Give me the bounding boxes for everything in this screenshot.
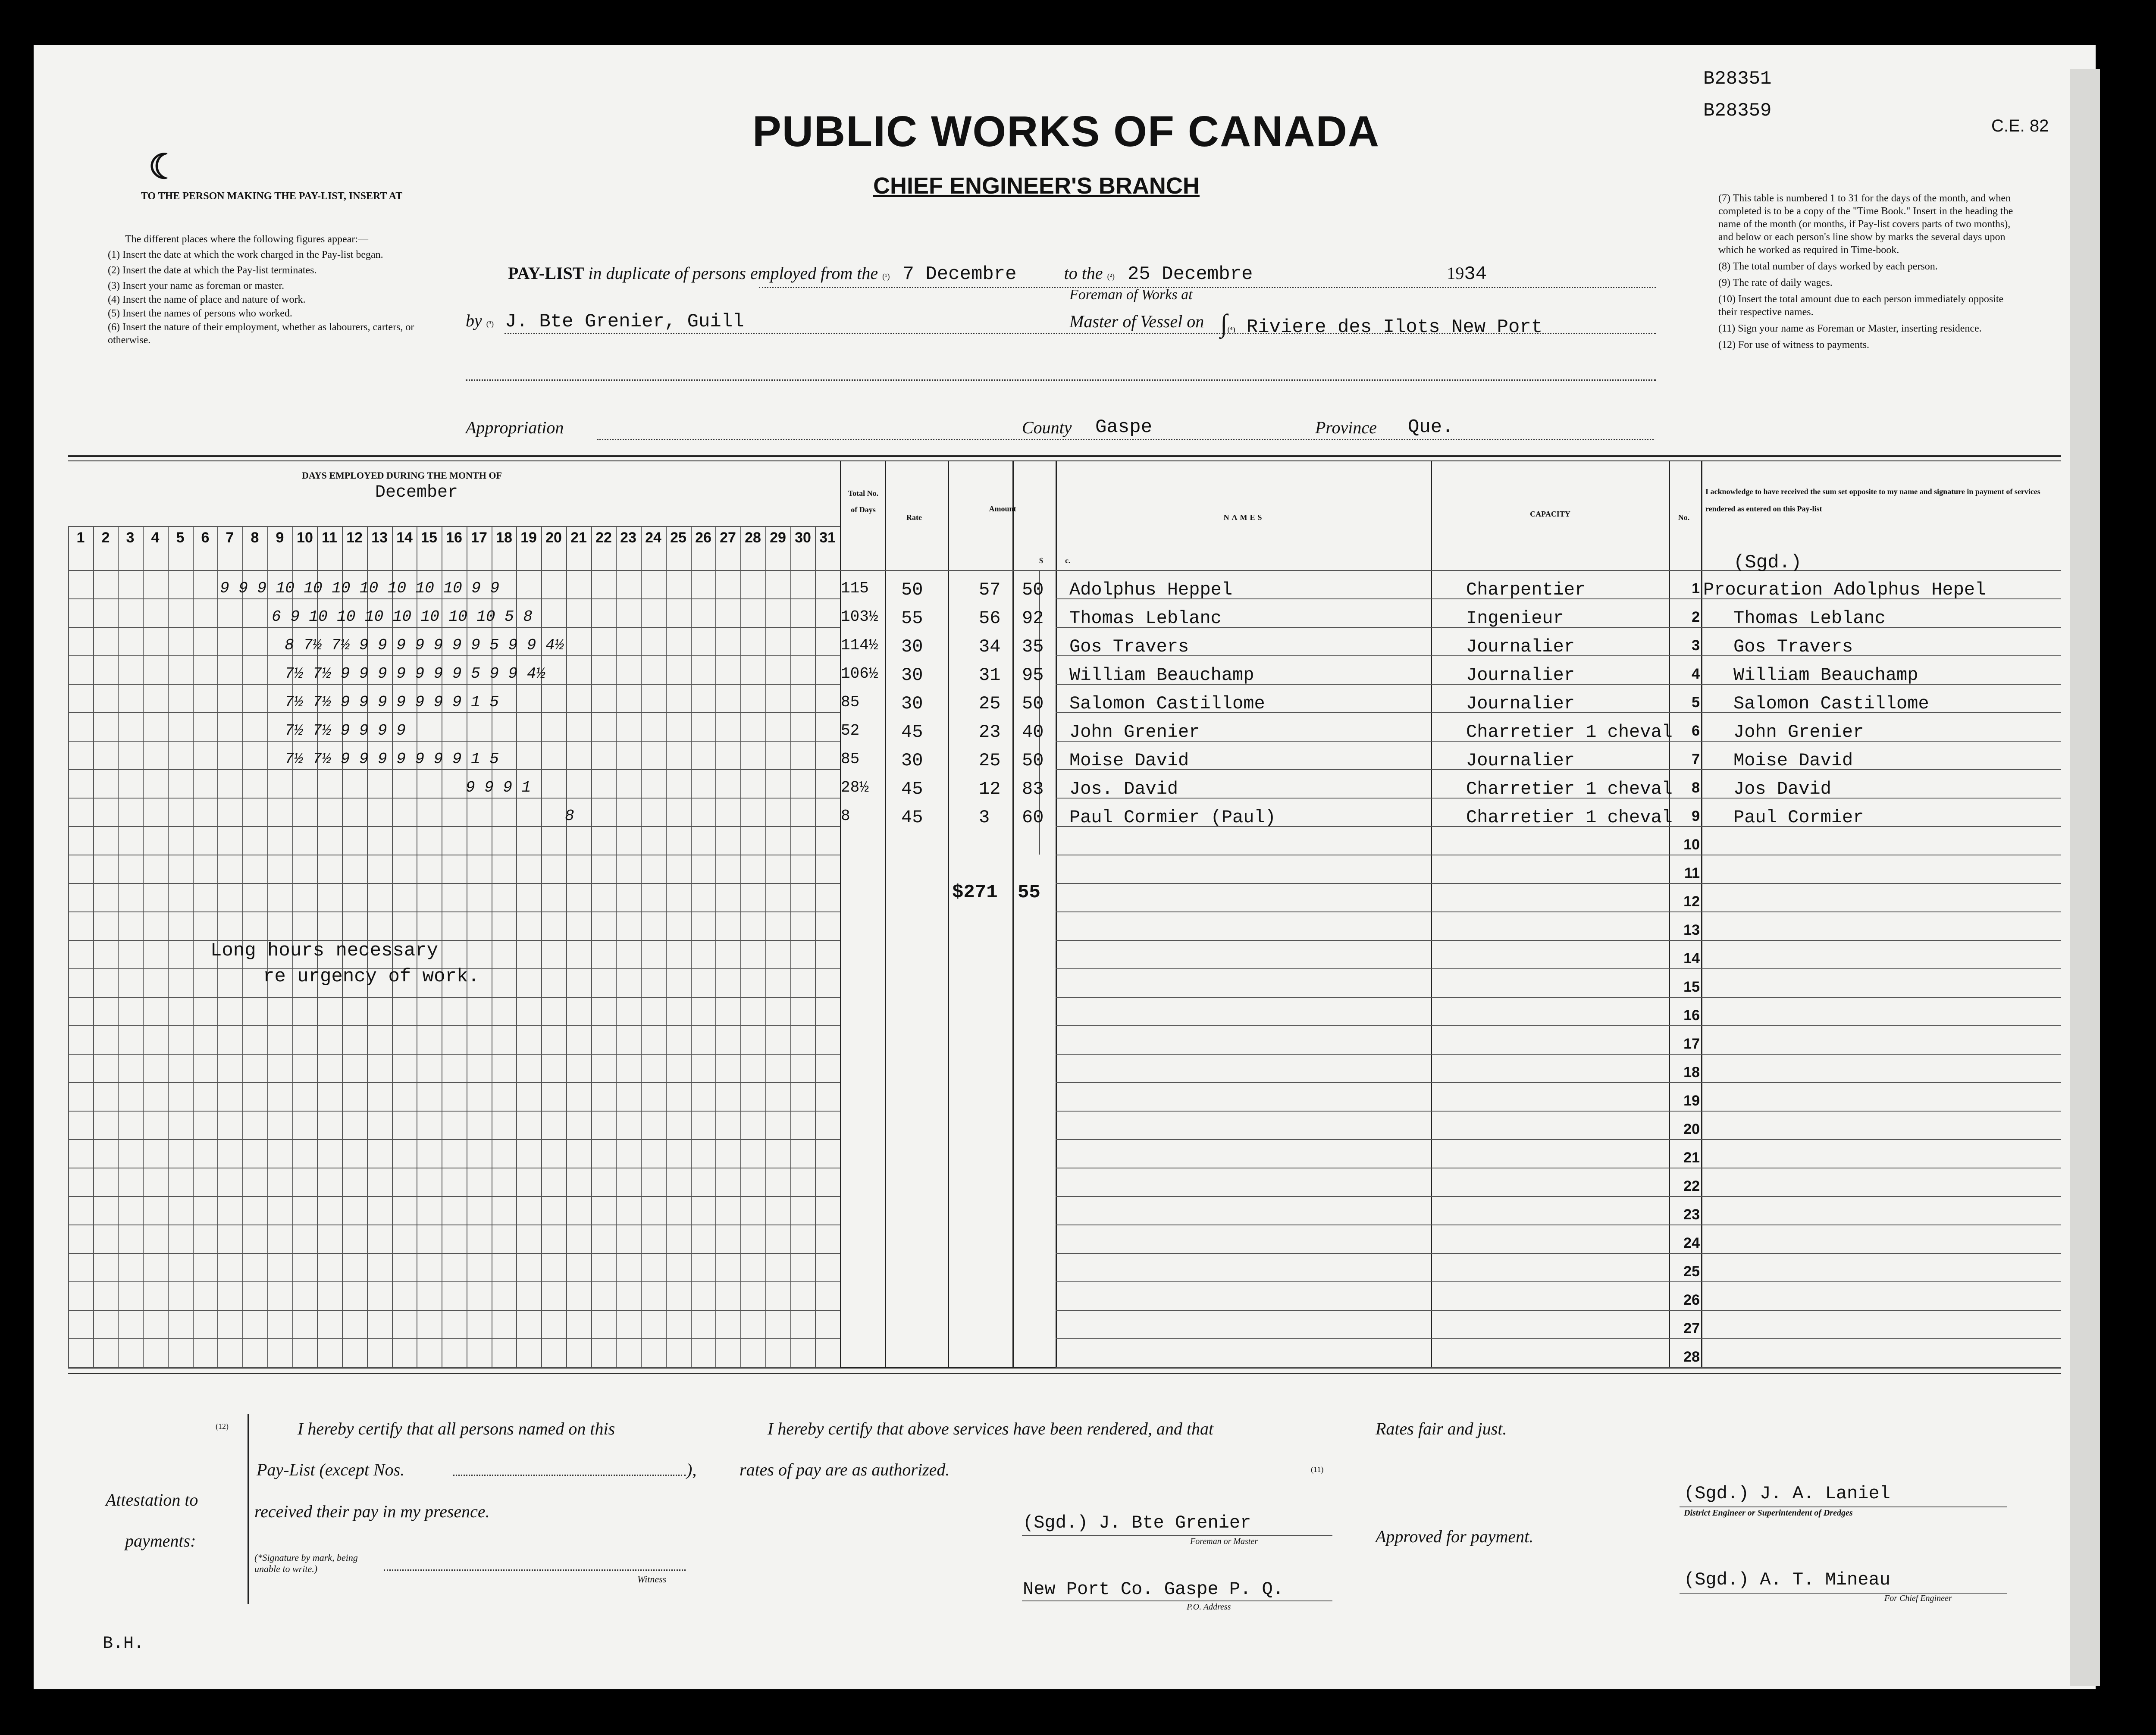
instructions-left	[108, 233, 418, 347]
day-number: 1	[76, 529, 85, 546]
day-number: 14	[396, 529, 413, 546]
paylist-label: PAY-LIST	[508, 263, 584, 283]
district-caption: District Engineer or Superintendent of Dredges	[1684, 1508, 1853, 1518]
row-number: 21	[1683, 1149, 1700, 1166]
day-number: 12	[346, 529, 363, 546]
day-number: 31	[819, 529, 836, 546]
day-number: 25	[670, 529, 686, 546]
day-number: 23	[620, 529, 636, 546]
employee-signature: Jos David	[1733, 779, 1831, 799]
day-number: 2	[101, 529, 110, 546]
employee-signature: Gos Travers	[1733, 636, 1853, 657]
certify-pay-2b: ),	[686, 1460, 697, 1479]
place-line: ∫(⁴) Riviere des Ilots New Port	[1220, 309, 1543, 338]
row-line	[68, 741, 840, 742]
chief-caption: For Chief Engineer	[1884, 1594, 1952, 1603]
row-line	[1056, 1139, 2061, 1140]
amount-cents: 50	[1022, 750, 1044, 771]
row-number: 2	[1692, 609, 1700, 625]
row-number: 6	[1692, 723, 1700, 739]
day-column-line	[815, 526, 816, 1367]
foreman-signature: (Sgd.) J. Bte Grenier	[1023, 1513, 1251, 1533]
row-line	[68, 826, 840, 827]
paylist-text: in duplicate of persons employed from the	[588, 263, 878, 283]
row-line	[68, 655, 840, 656]
instruction-item: (4) Insert the name of place and nature of work.	[108, 294, 306, 305]
year-prefix: 19	[1447, 263, 1464, 283]
col-total-header: Total No. of Days	[848, 489, 879, 514]
total-days: 52	[841, 722, 860, 739]
row-line	[68, 1111, 840, 1112]
certify-services-1: I hereby certify that above services have been rendered, and that	[768, 1419, 1214, 1438]
rate: 45	[901, 779, 923, 799]
district-engineer-signature: (Sgd.) J. A. Laniel	[1684, 1483, 1890, 1504]
sgd-label: (Sgd.)	[1733, 552, 1802, 573]
col-dollars-header: $	[1039, 556, 1043, 565]
row-line	[1056, 1111, 2061, 1112]
row-line	[68, 883, 840, 884]
instruction-item: (12) For use of witness to payments.	[1718, 339, 1869, 351]
certify-pay-2: Pay-List (except Nos.	[257, 1460, 405, 1479]
day-column-line	[740, 526, 741, 1367]
rate: 30	[901, 693, 923, 714]
day-column-line	[566, 526, 567, 1367]
month: December	[375, 483, 458, 502]
chief-sig-line	[1680, 1593, 2007, 1594]
amount-cents: 83	[1022, 779, 1044, 799]
column-separator	[885, 460, 886, 1367]
day-column-line	[790, 526, 791, 1367]
total-days: 85	[841, 693, 860, 711]
instructions-right	[1718, 192, 2020, 351]
sheet-edge	[2070, 69, 2100, 1686]
page-title: PUBLIC WORKS OF CANADA	[752, 107, 1380, 156]
rate: 45	[901, 722, 923, 742]
appropriation-dotline	[597, 439, 1654, 440]
except-dotline	[453, 1475, 686, 1476]
place: Riviere des Ilots New Port	[1246, 316, 1543, 338]
row-line	[1056, 997, 2061, 998]
foreman-caption: Foreman or Master	[1190, 1537, 1258, 1546]
row-line	[68, 1367, 840, 1368]
by-label: by	[466, 311, 482, 330]
day-number: 19	[520, 529, 537, 546]
row-line	[68, 1310, 840, 1311]
to-date: 25 Decembre	[1127, 263, 1253, 285]
initials: B.H.	[103, 1634, 144, 1654]
certify-pay-3: received their pay in my presence.	[254, 1502, 490, 1521]
amount-dollars: 23	[979, 722, 1001, 742]
time-marks: 8	[565, 807, 574, 825]
time-marks: 7½ 7½ 9 9 9 9 9 9 9 1 5	[285, 750, 499, 768]
signature-mark: (*Signature by mark, being unable to write.)	[254, 1552, 358, 1574]
header-bottom-line	[840, 570, 2061, 571]
amount-dollars: 57	[979, 579, 1001, 600]
column-separator	[1701, 460, 1702, 1367]
row-line	[1056, 1281, 2061, 1282]
day-column-line	[118, 526, 119, 1367]
amount-dollars: 3	[979, 807, 990, 828]
attestation-1: Attestation to	[106, 1490, 198, 1510]
total-days: 103½	[841, 608, 878, 626]
day-column-line	[641, 526, 642, 1367]
district-sig-line	[1680, 1506, 2007, 1507]
row-line	[1056, 968, 2061, 969]
employee-capacity: Charretier 1 cheval	[1466, 779, 1673, 799]
row-line	[68, 1281, 840, 1282]
row-number: 12	[1683, 893, 1700, 910]
amount-cents: 92	[1022, 608, 1044, 629]
instructions-intro: The different places where the following figures appear:—	[125, 234, 368, 245]
row-line	[1056, 1054, 2061, 1055]
row-line	[68, 1196, 840, 1197]
column-separator	[1012, 460, 1014, 1367]
row-line	[68, 769, 840, 770]
time-marks: 7½ 7½ 9 9 9 9 9 9 9 5 9 9 4½	[285, 665, 545, 683]
row-line	[68, 1025, 840, 1026]
total-days: 8	[841, 807, 850, 825]
row-line	[68, 997, 840, 998]
day-number: 9	[276, 529, 284, 546]
county: Gaspe	[1095, 417, 1153, 438]
amount-dollars: 25	[979, 750, 1001, 771]
foreman-name: J. Bte Grenier, Guill	[505, 311, 744, 332]
note-line-1: Long hours necessary	[210, 940, 439, 961]
chief-engineer-signature: (Sgd.) A. T. Mineau	[1684, 1569, 1890, 1590]
day-number: 29	[770, 529, 786, 546]
appropriation-label: Appropriation	[466, 418, 564, 437]
table-top-border	[68, 455, 2061, 457]
amount-cents: 50	[1022, 579, 1044, 600]
instruction-item: (9) The rate of daily wages.	[1718, 277, 1833, 288]
days-header-line	[68, 526, 840, 527]
row-line	[1056, 1253, 2061, 1254]
total-days: 28½	[841, 779, 869, 796]
instruction-item: (5) Insert the names of persons who worked.	[108, 308, 292, 319]
row-line	[68, 911, 840, 912]
row-number: 23	[1683, 1206, 1700, 1223]
row-line	[1056, 1196, 2061, 1197]
paylist-line: PAY-LIST in duplicate of persons employed from the (¹) 7 Decembre to the (²) 25 Decembre 1934	[508, 263, 1487, 285]
day-number: 18	[496, 529, 512, 546]
row-number: 22	[1683, 1178, 1700, 1194]
crescent-mark: ☾	[148, 148, 179, 186]
instruction-item: (8) The total number of days worked by each person.	[1718, 261, 1938, 272]
row-line	[1056, 883, 2061, 884]
witness-label: Witness	[637, 1574, 667, 1585]
row-line	[68, 798, 840, 799]
approved-for-payment: Approved for payment.	[1376, 1527, 1534, 1546]
address-caption: P.O. Address	[1187, 1602, 1231, 1612]
row-line	[68, 684, 840, 685]
row-number: 18	[1683, 1064, 1700, 1080]
amount-dollars: 12	[979, 779, 1001, 799]
col-capacity-header: CAPACITY	[1530, 510, 1570, 518]
total-days: 115	[841, 579, 869, 597]
time-marks: 8 7½ 7½ 9 9 9 9 9 9 9 5 9 9 4½	[285, 636, 564, 654]
row-number: 8	[1692, 780, 1700, 796]
day-number: 27	[720, 529, 736, 546]
page-subtitle: CHIEF ENGINEER'S BRANCH	[873, 173, 1200, 199]
employee-name: Adolphus Heppel	[1069, 579, 1233, 600]
row-line	[1056, 1082, 2061, 1083]
total-days: 106½	[841, 665, 878, 683]
day-number: 20	[545, 529, 562, 546]
po-address: New Port Co. Gaspe P. Q.	[1023, 1579, 1284, 1600]
time-marks: 9 9 9 1	[466, 779, 531, 796]
row-number: 11	[1684, 865, 1700, 881]
day-column-line	[591, 526, 592, 1367]
instruction-item: (11) Sign your name as Foreman or Master, inserting residence.	[1718, 323, 1982, 334]
rate: 30	[901, 665, 923, 686]
employee-name: Paul Cormier (Paul)	[1069, 807, 1276, 828]
day-column-line	[168, 526, 169, 1367]
row-number: 15	[1683, 979, 1700, 995]
day-column-line	[616, 526, 617, 1367]
employee-name: William Beauchamp	[1069, 665, 1254, 686]
foreman-sig-line	[1022, 1535, 1332, 1536]
day-number: 11	[322, 529, 337, 546]
day-number: 8	[251, 529, 259, 546]
day-number: 4	[151, 529, 160, 546]
day-column-line	[68, 526, 69, 1367]
row-number: 17	[1683, 1036, 1700, 1052]
amount-cents: 50	[1022, 693, 1044, 714]
col-names-header: NAMES	[1223, 513, 1265, 522]
day-number: 30	[795, 529, 811, 546]
day-column-line	[93, 526, 94, 1367]
employee-name: Salomon Castillome	[1069, 693, 1265, 714]
witness-dotline	[384, 1569, 686, 1571]
row-number: 16	[1683, 1007, 1700, 1024]
address-line	[1022, 1600, 1332, 1601]
note-line-2: re urgency of work.	[263, 966, 479, 987]
county-label: County	[1022, 418, 1072, 437]
day-number: 24	[645, 529, 661, 546]
instruction-item: (7) This table is numbered 1 to 31 for the days of the month, and when completed is to be a copy of the "Time Book." Insert in the heading the name of the month (or months, if Pay-list covers parts of two months), and below or each person's line show by marks the several days upon which he worked as required in Time-book.	[1718, 193, 2013, 256]
year: 34	[1464, 263, 1487, 285]
province: Que.	[1408, 417, 1454, 438]
from-date: 7 Decembre	[903, 263, 1017, 285]
employee-capacity: Ingenieur	[1466, 608, 1564, 629]
day-number: 22	[595, 529, 612, 546]
note-12: (12)	[216, 1422, 229, 1431]
employee-capacity: Journalier	[1466, 750, 1575, 771]
day-number: 6	[201, 529, 210, 546]
row-number: 13	[1683, 922, 1700, 938]
day-number: 26	[695, 529, 711, 546]
rates-fair: Rates fair and just.	[1376, 1419, 1507, 1438]
certify-pay-1: I hereby certify that all persons named on this	[298, 1419, 615, 1438]
day-number: 15	[421, 529, 437, 546]
table-top-border-2	[68, 460, 2061, 461]
by-line: by (³) J. Bte Grenier, Guill	[466, 311, 744, 332]
foreman-of-works-label: Foreman of Works at	[1069, 287, 1193, 303]
row-line	[1056, 1338, 2061, 1339]
rate: 45	[901, 807, 923, 828]
master-of-vessel-label: Master of Vessel on	[1069, 312, 1204, 331]
employee-capacity: Charpentier	[1466, 579, 1586, 600]
row-number: 24	[1683, 1235, 1700, 1251]
amount-dollars: 34	[979, 636, 1001, 657]
row-line	[68, 1082, 840, 1083]
row-number: 27	[1683, 1320, 1700, 1337]
employee-name: Gos Travers	[1069, 636, 1189, 657]
day-number: 28	[745, 529, 761, 546]
days-heading: DAYS EMPLOYED DURING THE MONTH OF	[302, 470, 502, 481]
day-number: 21	[570, 529, 587, 546]
employee-name: Thomas Leblanc	[1069, 608, 1222, 629]
amount-dollars: 31	[979, 665, 1001, 686]
row-number: 25	[1683, 1263, 1700, 1280]
rate: 55	[901, 608, 923, 629]
amount-cents: 60	[1022, 807, 1044, 828]
row-line	[68, 1338, 840, 1339]
day-column-line	[666, 526, 667, 1367]
day-number: 7	[226, 529, 234, 546]
day-number: 17	[471, 529, 487, 546]
col-no-header: No.	[1678, 513, 1690, 522]
row-number: 4	[1692, 666, 1700, 682]
day-column-line	[691, 526, 692, 1367]
total-dollars: $271	[952, 882, 998, 903]
row-line	[68, 1054, 840, 1055]
day-number: 3	[126, 529, 135, 546]
row-line	[1056, 1367, 2061, 1368]
instruction-item: (10) Insert the total amount due to each person immediately opposite their respective names.	[1718, 294, 2004, 318]
employee-signature: Thomas Leblanc	[1733, 608, 1886, 629]
time-marks: 7½ 7½ 9 9 9 9	[285, 722, 406, 739]
total-days: 114½	[841, 636, 878, 654]
row-line	[68, 940, 840, 941]
employee-signature: William Beauchamp	[1733, 665, 1918, 686]
row-number: 14	[1683, 950, 1700, 967]
day-column-line	[193, 526, 194, 1367]
employee-capacity: Journalier	[1466, 693, 1575, 714]
time-marks: 9 9 9 10 10 10 10 10 10 10 9 9	[220, 579, 500, 597]
row-number: 28	[1683, 1349, 1700, 1365]
amount-cents: 35	[1022, 636, 1044, 657]
col-rate-header: Rate	[906, 513, 922, 522]
rate: 50	[901, 579, 923, 600]
day-number: 16	[446, 529, 462, 546]
day-number: 13	[371, 529, 388, 546]
row-line	[68, 627, 840, 628]
col-amount-header: Amount	[989, 504, 1016, 513]
total-cents: 55	[1018, 882, 1040, 903]
stamp-number-2: B28359	[1703, 100, 1772, 122]
day-number: 5	[176, 529, 185, 546]
column-separator	[948, 460, 949, 1367]
instruction-item: (1) Insert the date at which the work charged in the Pay-list began.	[108, 249, 383, 260]
form-code: C.E. 82	[1991, 116, 2049, 135]
instruction-item: (6) Insert the nature of their employment, whether as labourers, carters, or otherwise.	[108, 322, 414, 346]
row-number: 10	[1683, 836, 1700, 853]
row-number: 7	[1692, 751, 1700, 767]
paylist-dotline	[759, 287, 1656, 288]
row-line	[68, 712, 840, 713]
time-marks: 7½ 7½ 9 9 9 9 9 9 9 1 5	[285, 693, 499, 711]
employee-capacity: Charretier 1 cheval	[1466, 722, 1673, 742]
employee-signature: Salomon Castillome	[1733, 693, 1929, 714]
row-number: 9	[1692, 808, 1700, 824]
employee-signature: John Grenier	[1733, 722, 1864, 742]
employee-capacity: Charretier 1 cheval	[1466, 807, 1673, 828]
row-line	[1056, 1310, 2061, 1311]
employee-signature: Procuration Adolphus Hepel	[1703, 579, 1986, 600]
employee-name: Moise David	[1069, 750, 1189, 771]
rate: 30	[901, 636, 923, 657]
stamp-number-1: B28351	[1703, 68, 1772, 90]
column-separator	[1056, 460, 1057, 1367]
instruction-item: (3) Insert your name as foreman or master.	[108, 280, 285, 291]
header-bottom-line-days	[68, 570, 840, 571]
row-number: 19	[1683, 1093, 1700, 1109]
employee-capacity: Journalier	[1466, 665, 1575, 686]
blank-dotline	[466, 379, 1656, 381]
amount-cents: 95	[1022, 665, 1044, 686]
ack-text: I acknowledge to have received the sum set opposite to my name and signature in payment of services rendered as entered on this Pay-list	[1705, 487, 2040, 513]
instructions-heading: TO THE PERSON MAKING THE PAY-LIST, INSERT AT	[141, 191, 403, 202]
province-label: Province	[1315, 418, 1377, 437]
column-separator	[1431, 460, 1432, 1367]
day-column-line	[143, 526, 144, 1367]
col-cents-header: c.	[1065, 556, 1071, 565]
row-number: 3	[1692, 637, 1700, 654]
row-number: 20	[1683, 1121, 1700, 1137]
rate: 30	[901, 750, 923, 771]
row-line	[1056, 1025, 2061, 1026]
employee-name: John Grenier	[1069, 722, 1200, 742]
instruction-item: (2) Insert the date at which the Pay-list terminates.	[108, 265, 317, 276]
row-line	[68, 1139, 840, 1140]
employee-capacity: Journalier	[1466, 636, 1575, 657]
table-bottom-border-2	[68, 1373, 2061, 1374]
row-number: 1	[1692, 580, 1700, 597]
attestation-2: payments:	[125, 1531, 196, 1550]
amount-dollars: 25	[979, 693, 1001, 714]
note-11: (11)	[1311, 1465, 1324, 1474]
employee-signature: Moise David	[1733, 750, 1853, 771]
row-number: 5	[1692, 694, 1700, 711]
row-line	[68, 598, 840, 599]
amount-dollars: 56	[979, 608, 1001, 629]
row-line	[1056, 940, 2061, 941]
day-number: 10	[297, 529, 313, 546]
time-marks: 6 9 10 10 10 10 10 10 10 5 8	[272, 608, 533, 626]
employee-signature: Paul Cormier	[1733, 807, 1864, 828]
day-column-line	[715, 526, 716, 1367]
certify-services-2: rates of pay are as authorized.	[740, 1460, 950, 1479]
to-label: to the	[1064, 263, 1103, 283]
employee-name: Jos. David	[1069, 779, 1178, 799]
total-days: 85	[841, 750, 860, 768]
by-dotline	[505, 333, 1656, 334]
row-number: 26	[1683, 1292, 1700, 1308]
brace-line	[248, 1414, 249, 1604]
amount-cents: 40	[1022, 722, 1044, 742]
day-column-line	[765, 526, 766, 1367]
row-line	[68, 1253, 840, 1254]
row-line	[1056, 911, 2061, 912]
